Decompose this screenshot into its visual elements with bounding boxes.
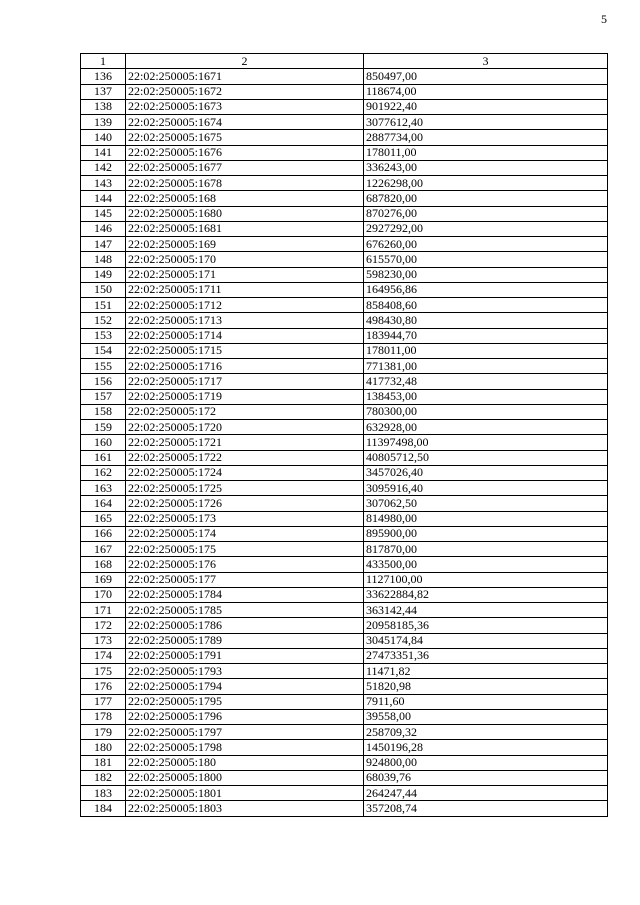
cadastral-number-cell: 22:02:250005:1789 [126, 633, 364, 648]
table-row [81, 465, 608, 480]
cadastral-number-cell: 22:02:250005:177 [126, 572, 364, 587]
cadastral-number-cell: 22:02:250005:1672 [126, 84, 364, 99]
cadastral-value-cell: 40805712,50 [364, 450, 608, 465]
cadastral-value-cell: 771381,00 [364, 359, 608, 374]
cadastral-number-cell: 22:02:250005:173 [126, 511, 364, 526]
table-row [81, 526, 608, 541]
cadastral-value-cell: 687820,00 [364, 191, 608, 206]
row-number-cell: 168 [81, 557, 126, 572]
row-number-cell: 136 [81, 69, 126, 84]
cadastral-number-cell: 22:02:250005:1716 [126, 359, 364, 374]
row-number-cell: 178 [81, 709, 126, 724]
row-number-cell: 157 [81, 389, 126, 404]
row-number-cell: 161 [81, 450, 126, 465]
cadastral-number-cell: 22:02:250005:168 [126, 191, 364, 206]
cadastral-number-cell: 22:02:250005:1715 [126, 343, 364, 358]
cadastral-number-cell: 22:02:250005:1713 [126, 313, 364, 328]
cadastral-number-cell: 22:02:250005:1791 [126, 648, 364, 663]
cadastral-number-cell: 22:02:250005:174 [126, 526, 364, 541]
row-number-cell: 147 [81, 237, 126, 252]
table-row [81, 130, 608, 145]
table-row [81, 511, 608, 526]
cadastral-value-cell: 118674,00 [364, 84, 608, 99]
table-row [81, 770, 608, 785]
cadastral-value-cell: 615570,00 [364, 252, 608, 267]
cadastral-value-cell: 924800,00 [364, 755, 608, 770]
row-number-cell: 162 [81, 465, 126, 480]
table-row [81, 755, 608, 770]
cadastral-number-cell: 22:02:250005:1724 [126, 465, 364, 480]
cadastral-value-cell: 178011,00 [364, 343, 608, 358]
table-row [81, 206, 608, 221]
cadastral-number-cell: 22:02:250005:1677 [126, 160, 364, 175]
table-row [81, 725, 608, 740]
column-header: 3 [364, 54, 608, 69]
table-row [81, 801, 608, 816]
table-row [81, 69, 608, 84]
cadastral-number-cell: 22:02:250005:1714 [126, 328, 364, 343]
cadastral-number-cell: 22:02:250005:1793 [126, 664, 364, 679]
table-row [81, 435, 608, 450]
table-row [81, 740, 608, 755]
row-number-cell: 183 [81, 786, 126, 801]
table-row [81, 572, 608, 587]
cadastral-value-cell: 164956,86 [364, 282, 608, 297]
table-row [81, 191, 608, 206]
table-row [81, 404, 608, 419]
table-row [81, 328, 608, 343]
table-row [81, 176, 608, 191]
cadastral-value-cell: 20958185,36 [364, 618, 608, 633]
row-number-cell: 143 [81, 176, 126, 191]
cadastral-number-cell: 22:02:250005:1671 [126, 69, 364, 84]
cadastral-value-cell: 676260,00 [364, 237, 608, 252]
row-number-cell: 148 [81, 252, 126, 267]
table-row [81, 496, 608, 511]
table-row [81, 252, 608, 267]
cadastral-number-cell: 22:02:250005:1803 [126, 801, 364, 816]
table-row [81, 221, 608, 236]
table-row [81, 237, 608, 252]
cadastral-value-cell: 51820,98 [364, 679, 608, 694]
table-row [81, 648, 608, 663]
table-row [81, 84, 608, 99]
row-number-cell: 170 [81, 587, 126, 602]
table-row [81, 481, 608, 496]
row-number-cell: 166 [81, 526, 126, 541]
cadastral-value-cell: 632928,00 [364, 420, 608, 435]
row-number-cell: 180 [81, 740, 126, 755]
cadastral-value-cell: 3045174,84 [364, 633, 608, 648]
cadastral-value-cell: 138453,00 [364, 389, 608, 404]
cadastral-number-cell: 22:02:250005:1673 [126, 99, 364, 114]
cadastral-value-cell: 895900,00 [364, 526, 608, 541]
table-row [81, 267, 608, 282]
cadastral-number-cell: 22:02:250005:176 [126, 557, 364, 572]
row-number-cell: 181 [81, 755, 126, 770]
cadastral-value-cell: 1450196,28 [364, 740, 608, 755]
table-row [81, 633, 608, 648]
table-row [81, 450, 608, 465]
row-number-cell: 160 [81, 435, 126, 450]
cadastral-value-cell: 433500,00 [364, 557, 608, 572]
row-number-cell: 153 [81, 328, 126, 343]
row-number-cell: 164 [81, 496, 126, 511]
cadastral-value-cell: 68039,76 [364, 770, 608, 785]
table-row [81, 343, 608, 358]
cadastral-number-cell: 22:02:250005:1712 [126, 298, 364, 313]
cadastral-number-cell: 22:02:250005:1800 [126, 770, 364, 785]
cadastral-value-cell: 11397498,00 [364, 435, 608, 450]
cadastral-number-cell: 22:02:250005:1680 [126, 206, 364, 221]
table-row [81, 786, 608, 801]
row-number-cell: 158 [81, 404, 126, 419]
column-header: 2 [126, 54, 364, 69]
row-number-cell: 140 [81, 130, 126, 145]
cadastral-number-cell: 22:02:250005:1721 [126, 435, 364, 450]
table-row [81, 603, 608, 618]
cadastral-value-cell: 264247,44 [364, 786, 608, 801]
cadastral-value-cell: 858408,60 [364, 298, 608, 313]
page-number: 5 [601, 12, 607, 26]
row-number-cell: 169 [81, 572, 126, 587]
table-row [81, 618, 608, 633]
row-number-cell: 139 [81, 115, 126, 130]
cadastral-value-cell: 814980,00 [364, 511, 608, 526]
table-row [81, 557, 608, 572]
row-number-cell: 149 [81, 267, 126, 282]
table-header-row [81, 54, 608, 69]
row-number-cell: 182 [81, 770, 126, 785]
cadastral-value-cell: 2887734,00 [364, 130, 608, 145]
row-number-cell: 145 [81, 206, 126, 221]
cadastral-number-cell: 22:02:250005:1711 [126, 282, 364, 297]
cadastral-number-cell: 22:02:250005:1720 [126, 420, 364, 435]
cadastral-value-cell: 498430,80 [364, 313, 608, 328]
row-number-cell: 171 [81, 603, 126, 618]
cadastral-number-cell: 22:02:250005:1798 [126, 740, 364, 755]
cadastral-number-cell: 22:02:250005:1717 [126, 374, 364, 389]
cadastral-value-cell: 3095916,40 [364, 481, 608, 496]
row-number-cell: 154 [81, 343, 126, 358]
cadastral-number-cell: 22:02:250005:1675 [126, 130, 364, 145]
row-number-cell: 138 [81, 99, 126, 114]
cadastral-value-cell: 3077612,40 [364, 115, 608, 130]
cadastral-number-cell: 22:02:250005:1722 [126, 450, 364, 465]
row-number-cell: 142 [81, 160, 126, 175]
cadastral-number-cell: 22:02:250005:1719 [126, 389, 364, 404]
cadastral-value-cell: 363142,44 [364, 603, 608, 618]
cadastral-number-cell: 22:02:250005:1794 [126, 679, 364, 694]
cadastral-value-cell: 2927292,00 [364, 221, 608, 236]
cadastral-number-cell: 22:02:250005:1795 [126, 694, 364, 709]
row-number-cell: 155 [81, 359, 126, 374]
cadastral-value-cell: 183944,70 [364, 328, 608, 343]
cadastral-value-cell: 1226298,00 [364, 176, 608, 191]
table-row [81, 160, 608, 175]
cadastral-value-cell: 27473351,36 [364, 648, 608, 663]
cadastral-number-cell: 22:02:250005:169 [126, 237, 364, 252]
table-row [81, 99, 608, 114]
row-number-cell: 176 [81, 679, 126, 694]
table-row [81, 359, 608, 374]
cadastral-number-cell: 22:02:250005:1676 [126, 145, 364, 160]
row-number-cell: 137 [81, 84, 126, 99]
row-number-cell: 159 [81, 420, 126, 435]
cadastral-number-cell: 22:02:250005:180 [126, 755, 364, 770]
row-number-cell: 173 [81, 633, 126, 648]
cadastral-value-cell: 870276,00 [364, 206, 608, 221]
row-number-cell: 167 [81, 542, 126, 557]
row-number-cell: 174 [81, 648, 126, 663]
row-number-cell: 179 [81, 725, 126, 740]
cadastral-number-cell: 22:02:250005:175 [126, 542, 364, 557]
cadastral-number-cell: 22:02:250005:171 [126, 267, 364, 282]
table-row [81, 389, 608, 404]
row-number-cell: 141 [81, 145, 126, 160]
cadastral-value-cell: 258709,32 [364, 725, 608, 740]
cadastral-value-cell: 780300,00 [364, 404, 608, 419]
cadastral-number-cell: 22:02:250005:170 [126, 252, 364, 267]
cadastral-value-table [80, 53, 608, 817]
cadastral-value-cell: 357208,74 [364, 801, 608, 816]
cadastral-number-cell: 22:02:250005:1796 [126, 709, 364, 724]
table-row [81, 298, 608, 313]
table-row [81, 313, 608, 328]
table-row [81, 420, 608, 435]
row-number-cell: 175 [81, 664, 126, 679]
cadastral-number-cell: 22:02:250005:172 [126, 404, 364, 419]
cadastral-number-cell: 22:02:250005:1681 [126, 221, 364, 236]
cadastral-value-cell: 33622884,82 [364, 587, 608, 602]
table-row [81, 664, 608, 679]
cadastral-number-cell: 22:02:250005:1801 [126, 786, 364, 801]
cadastral-value-cell: 850497,00 [364, 69, 608, 84]
table-row [81, 694, 608, 709]
cadastral-value-cell: 1127100,00 [364, 572, 608, 587]
cadastral-number-cell: 22:02:250005:1725 [126, 481, 364, 496]
cadastral-number-cell: 22:02:250005:1785 [126, 603, 364, 618]
row-number-cell: 163 [81, 481, 126, 496]
cadastral-value-cell: 417732,48 [364, 374, 608, 389]
row-number-cell: 152 [81, 313, 126, 328]
cadastral-number-cell: 22:02:250005:1678 [126, 176, 364, 191]
cadastral-value-cell: 7911,60 [364, 694, 608, 709]
table-row [81, 709, 608, 724]
table-row [81, 145, 608, 160]
cadastral-number-cell: 22:02:250005:1674 [126, 115, 364, 130]
row-number-cell: 146 [81, 221, 126, 236]
cadastral-value-cell: 901922,40 [364, 99, 608, 114]
cadastral-value-cell: 11471,82 [364, 664, 608, 679]
cadastral-number-cell: 22:02:250005:1726 [126, 496, 364, 511]
cadastral-value-cell: 3457026,40 [364, 465, 608, 480]
row-number-cell: 144 [81, 191, 126, 206]
table-row [81, 679, 608, 694]
cadastral-number-cell: 22:02:250005:1784 [126, 587, 364, 602]
table-row [81, 282, 608, 297]
table-row [81, 374, 608, 389]
cadastral-value-cell: 336243,00 [364, 160, 608, 175]
table-row [81, 542, 608, 557]
column-header: 1 [81, 54, 126, 69]
cadastral-value-cell: 817870,00 [364, 542, 608, 557]
row-number-cell: 151 [81, 298, 126, 313]
row-number-cell: 177 [81, 694, 126, 709]
table-row [81, 587, 608, 602]
cadastral-number-cell: 22:02:250005:1797 [126, 725, 364, 740]
row-number-cell: 156 [81, 374, 126, 389]
row-number-cell: 165 [81, 511, 126, 526]
row-number-cell: 184 [81, 801, 126, 816]
row-number-cell: 150 [81, 282, 126, 297]
cadastral-value-cell: 307062,50 [364, 496, 608, 511]
cadastral-number-cell: 22:02:250005:1786 [126, 618, 364, 633]
cadastral-value-cell: 178011,00 [364, 145, 608, 160]
cadastral-value-cell: 598230,00 [364, 267, 608, 282]
row-number-cell: 172 [81, 618, 126, 633]
cadastral-value-cell: 39558,00 [364, 709, 608, 724]
table-row [81, 115, 608, 130]
